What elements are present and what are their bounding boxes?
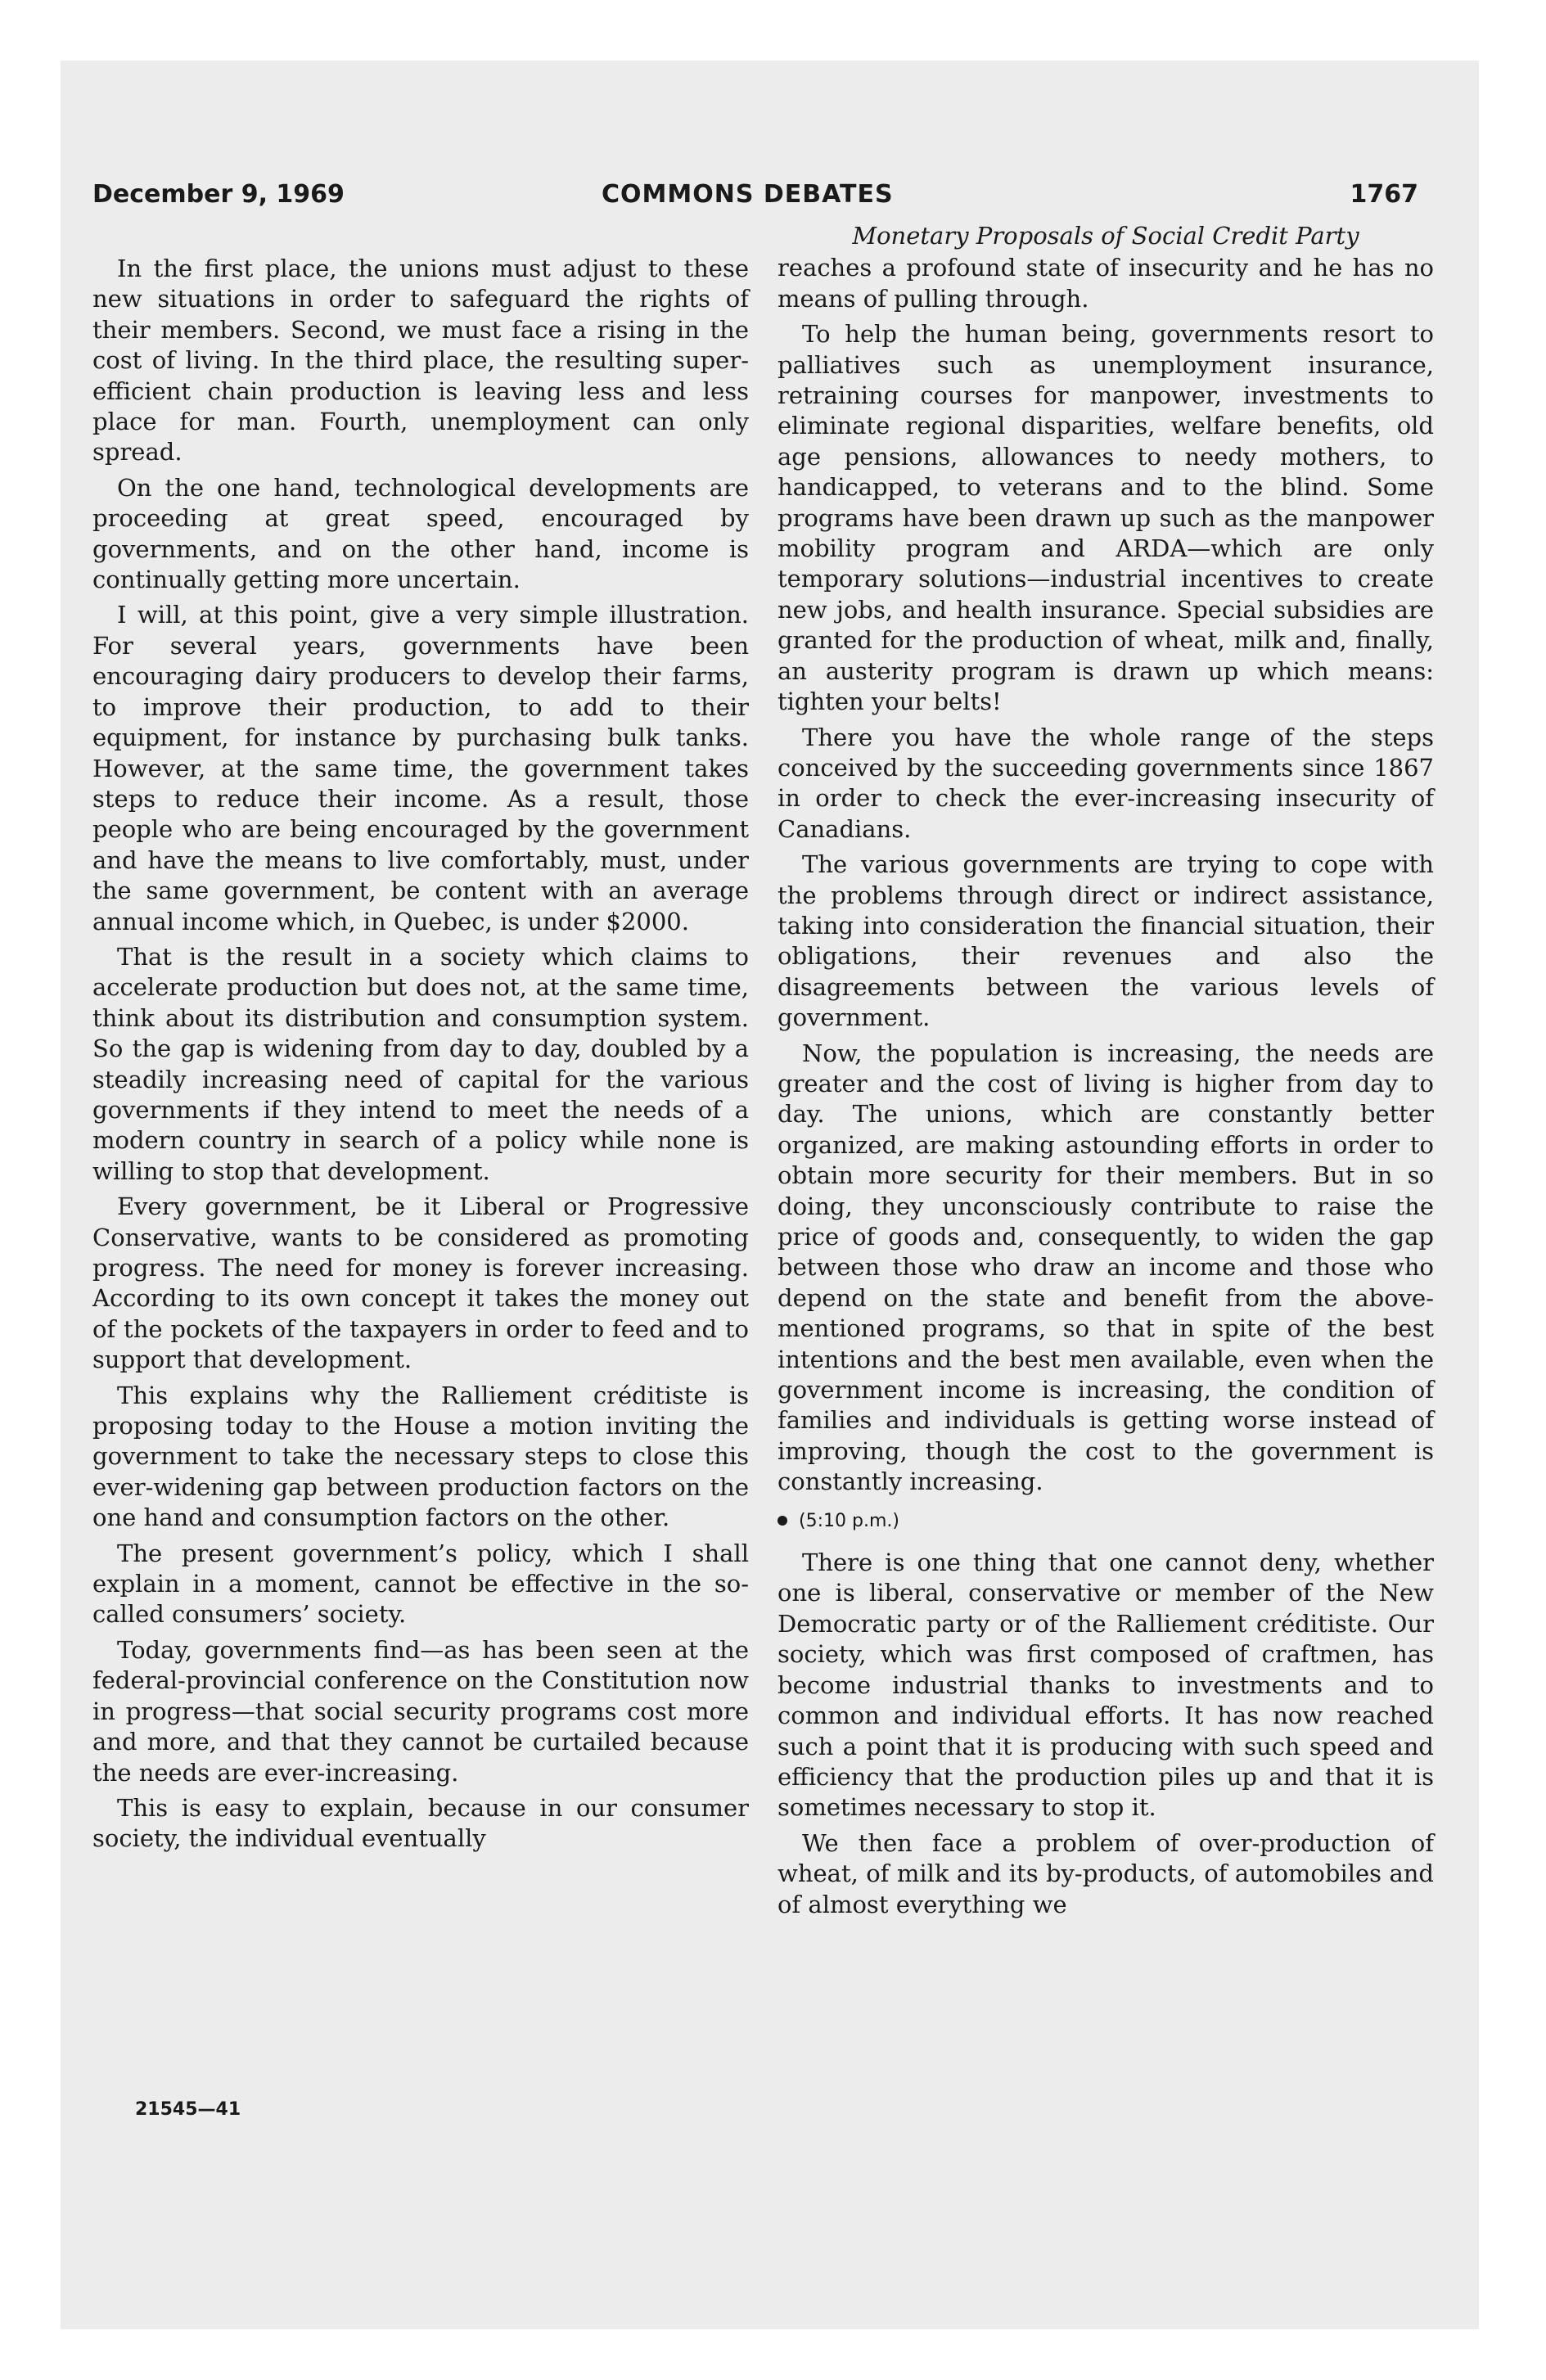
- left-column: [92, 254, 749, 1859]
- time-stamp: [778, 1506, 1434, 1536]
- right-column: [778, 221, 1434, 1925]
- bullet-icon: [778, 1516, 787, 1526]
- page-header: [92, 180, 1418, 221]
- paragraph: On the one hand, technological developments are proceeding at great speed, encouraged by governments, and on the other hand, income is continually getting more uncertain.: [92, 473, 749, 594]
- header-page-number: 1767: [1350, 180, 1418, 209]
- paragraph: To help the human being, governments resort to palliatives such as unemployment insurance, retraining courses for manpower, investments to eliminate regional disparities, welfare benefits, old age pensions, allowances to needy mothers, to handicapped, to veterans and to the blind. Some programs have been drawn up such as the manpower mobility program and ARDA—which are only temporary solutions—industrial incentives to create new jobs, and health insurance. Special subsidies are granted for the production of wheat, milk and, finally, an austerity program is drawn up which means: tighten your belts!: [778, 320, 1434, 716]
- header-title: COMMONS DEBATES: [602, 180, 894, 209]
- paragraph: We then face a problem of over-production of wheat, of milk and its by-products, of automobiles and of almost everything we: [778, 1828, 1434, 1918]
- paragraph: reaches a profound state of insecurity and he has no means of pulling through.: [778, 254, 1434, 313]
- paragraph: There is one thing that one cannot deny, whether one is liberal, conservative or member of the New Democratic party or of the Ralliement créditiste. Our society, which was first composed of craftmen, has become industrial thanks to investments and to common and individual efforts. It has now reached such a point that it is producing with such speed and efficiency that the production piles up and that it is sometimes necessary to stop it.: [778, 1548, 1434, 1822]
- paragraph: Today, governments find—as has been seen at the federal-provincial conference on the Constitution now in progress—that social security programs cost more and more, and that they cannot be curtailed because the needs are ever-increasing.: [92, 1635, 749, 1787]
- paragraph: I will, at this point, give a very simple illustration. For several years, governments have been encouraging dairy producers to develop their farms, to improve their production, to add to their equipment, for instance by purchasing bulk tanks. However, at the same time, the government takes steps to reduce their income. As a result, those people who are being encouraged by the government and have the means to live comfortably, must, under the same government, be content with an average annual income which, in Quebec, is under $2000.: [92, 601, 749, 935]
- paragraph: The various governments are trying to cope with the problems through direct or indirect assistance, taking into consideration the financial situation, their obligations, their revenues and also the disagreements between the various levels of government.: [778, 850, 1434, 1032]
- paragraph: There you have the whole range of the steps conceived by the succeeding governments since 1867 in order to check the ever-increasing insecurity of Canadians.: [778, 723, 1434, 843]
- paragraph: This explains why the Ralliement créditiste is proposing today to the House a motion inviting the government to take the necessary steps to close this ever-widening gap between production factors on the one hand and consumption factors on the other.: [92, 1381, 749, 1532]
- paragraph: The present government’s policy, which I shall explain in a moment, cannot be effective in the so-called consumers’ society.: [92, 1539, 749, 1629]
- paragraph: Every government, be it Liberal or Progressive Conservative, wants to be considered as promoting progress. The need for money is forever increasing. According to its own concept it takes the money out of the pockets of the taxpayers in order to feed and to support that development.: [92, 1192, 749, 1374]
- paragraph: That is the result in a society which claims to accelerate production but does not, at the same time, think about its distribution and consumption system. So the gap is widening from day to day, doubled by a steadily increasing need of capital for the various governments if they intend to meet the needs of a modern country in search of a policy while none is willing to stop that development.: [92, 942, 749, 1185]
- paragraph: In the first place, the unions must adjust to these new situations in order to safeguard the rights of their members. Second, we must face a rising in the cost of living. In the third place, the resulting super-efficient chain production is leaving less and less place for man. Fourth, unemployment can only spread.: [92, 255, 749, 467]
- header-date: December 9, 1969: [92, 180, 345, 209]
- paragraph: Now, the population is increasing, the needs are greater and the cost of living is higher from day to day. The unions, which are constantly better organized, are making astounding efforts in order to obtain more security for their members. But in so doing, they unconsciously contribute to raise the price of goods and, consequently, to widen the gap between those who draw an income and those who depend on the state and benefit from the above-mentioned programs, so that in spite of the best intentions and the best men available, even when the government income is increasing, the condition of families and individuals is getting worse instead of improving, though the cost to the government is constantly increasing.: [778, 1039, 1434, 1496]
- running-title: Monetary Proposals of Social Credit Party: [852, 222, 1359, 250]
- time-stamp-text: (5:10 p.m.): [799, 1510, 899, 1531]
- footer-code: 21545—41: [135, 2099, 241, 2120]
- paragraph: This is easy to explain, because in our consumer society, the individual eventually: [92, 1793, 749, 1853]
